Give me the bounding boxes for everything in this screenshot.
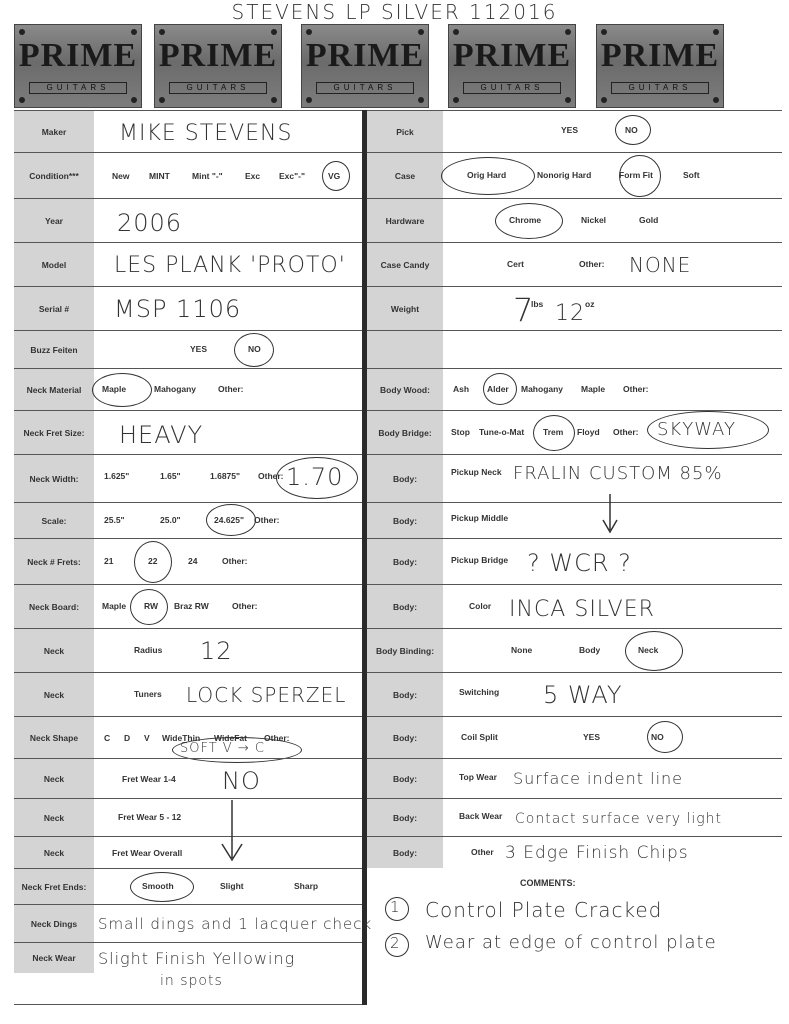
printed-option: Other: bbox=[579, 259, 605, 269]
printed-option: Tuners bbox=[134, 689, 162, 699]
field-label: Body: bbox=[367, 759, 443, 798]
printed-option: WideThin bbox=[162, 733, 201, 743]
selection-circle bbox=[130, 872, 194, 902]
printed-option: lbs bbox=[531, 299, 544, 309]
neck-material-row bbox=[14, 368, 362, 410]
case-row bbox=[367, 152, 782, 198]
printed-option: Other: bbox=[218, 384, 244, 394]
neck-radius-row bbox=[14, 628, 362, 672]
printed-option: Exc bbox=[245, 171, 261, 181]
printed-option: RW bbox=[144, 601, 159, 611]
printed-option: Back Wear bbox=[459, 811, 503, 821]
handwritten-value: SKYWAY bbox=[657, 419, 736, 440]
field-label: Neck Board: bbox=[14, 585, 94, 628]
field-label: Neck Width: bbox=[14, 455, 94, 502]
condition-row bbox=[14, 152, 362, 198]
selection-circle bbox=[615, 115, 651, 145]
printed-option: Pickup Middle bbox=[451, 513, 509, 523]
printed-option: Neck bbox=[638, 645, 659, 655]
coil-split-row bbox=[367, 716, 782, 758]
selection-circle bbox=[483, 373, 517, 405]
field-label: Year bbox=[14, 199, 94, 242]
printed-option: Braz RW bbox=[174, 601, 209, 611]
printed-option: Color bbox=[469, 601, 492, 611]
field-label: Weight bbox=[367, 287, 443, 330]
handwritten-value: ? WCR ? bbox=[527, 549, 632, 577]
selection-circle bbox=[619, 155, 661, 197]
handwritten-value: 2 bbox=[390, 934, 401, 952]
field-label: Neck bbox=[14, 799, 94, 836]
field-label: Body Wood: bbox=[367, 369, 443, 410]
pickup-middle-row bbox=[367, 502, 782, 538]
selection-circle bbox=[206, 504, 256, 536]
printed-option: NO bbox=[651, 732, 664, 742]
handwritten-value: Surface indent line bbox=[513, 769, 683, 788]
printed-option: 21 bbox=[104, 556, 114, 566]
field-label: Body: bbox=[367, 585, 443, 628]
pickup-bridge-row bbox=[367, 538, 782, 584]
printed-option: Other: bbox=[222, 556, 248, 566]
field-label bbox=[367, 331, 443, 368]
case-candy-row bbox=[367, 242, 782, 286]
handwritten-value: 7 bbox=[513, 291, 535, 329]
maker-row bbox=[14, 110, 362, 152]
printed-option: Maple bbox=[102, 601, 127, 611]
printed-option: New bbox=[112, 171, 130, 181]
printed-option: 22 bbox=[148, 556, 158, 566]
field-label: Body: bbox=[367, 837, 443, 868]
field-label: Scale: bbox=[14, 503, 94, 538]
printed-option: Floyd bbox=[577, 427, 600, 437]
handwritten-value: 3 Edge Finish Chips bbox=[505, 843, 689, 863]
printed-option: Alder bbox=[487, 384, 509, 394]
selection-circle bbox=[130, 589, 168, 625]
printed-option: Other bbox=[471, 847, 494, 857]
printed-option: YES bbox=[190, 344, 208, 354]
printed-option: 24 bbox=[188, 556, 198, 566]
printed-option: Tune-o-Mat bbox=[479, 427, 525, 437]
printed-option: Nickel bbox=[581, 215, 607, 225]
body-binding-row bbox=[367, 628, 782, 672]
buzz-feiten-row bbox=[14, 330, 362, 368]
year-row bbox=[14, 198, 362, 242]
neck-tuners-row bbox=[14, 672, 362, 716]
printed-option: Sharp bbox=[294, 881, 319, 891]
selection-circle bbox=[647, 721, 683, 753]
printed-option: Exc"-" bbox=[279, 171, 306, 181]
handwritten-value: HEAVY bbox=[119, 421, 204, 449]
handwritten-value: in spots bbox=[160, 973, 223, 989]
field-label: Body Binding: bbox=[367, 629, 443, 672]
printed-option: VG bbox=[328, 171, 341, 181]
handwritten-value: INCA SILVER bbox=[509, 597, 655, 622]
printed-option: Mahogany bbox=[521, 384, 564, 394]
handwritten-value: Small dings and 1 lacquer check bbox=[98, 915, 373, 933]
printed-option: Switching bbox=[459, 687, 500, 697]
field-label: Model bbox=[14, 243, 94, 286]
prime-guitars-logo: PRIME GUITARS bbox=[14, 24, 142, 108]
serial-row bbox=[14, 286, 362, 330]
page-title: STEVENS LP SILVER 112016 bbox=[231, 0, 558, 24]
field-label: Neck Shape bbox=[14, 717, 94, 758]
color-row bbox=[367, 584, 782, 628]
field-label: Body: bbox=[367, 539, 443, 584]
field-label: Body: bbox=[367, 673, 443, 716]
printed-option: 1.6875" bbox=[210, 471, 241, 481]
printed-option: Maple bbox=[102, 384, 127, 394]
printed-option: Fret Wear Overall bbox=[112, 848, 183, 858]
selection-circle bbox=[92, 373, 152, 407]
printed-option: Other: bbox=[264, 733, 290, 743]
printed-option: Maple bbox=[581, 384, 606, 394]
scale-row bbox=[14, 502, 362, 538]
selection-circle bbox=[625, 631, 683, 671]
weight-row bbox=[367, 286, 782, 330]
blank-row bbox=[367, 330, 782, 368]
neck-fret-size-row bbox=[14, 410, 362, 454]
field-label: Neck bbox=[14, 673, 94, 716]
handwritten-value: 1 bbox=[390, 898, 401, 916]
handwritten-value: 5 WAY bbox=[543, 681, 623, 709]
field-label: Body Bridge: bbox=[367, 411, 443, 454]
printed-option: YES bbox=[583, 732, 601, 742]
body-wood-row bbox=[367, 368, 782, 410]
printed-option: Radius bbox=[134, 645, 163, 655]
printed-option: Gold bbox=[639, 215, 659, 225]
switching-row bbox=[367, 672, 782, 716]
prime-guitars-logo: PRIME GUITARS bbox=[448, 24, 576, 108]
arrow-down-icon bbox=[210, 798, 250, 866]
field-label: Neck Fret Size: bbox=[14, 411, 94, 454]
printed-option: Fret Wear 1-4 bbox=[122, 774, 176, 784]
handwritten-value: FRALIN CUSTOM 85% bbox=[513, 463, 723, 484]
printed-option: Smooth bbox=[142, 881, 174, 891]
printed-option: None bbox=[511, 645, 533, 655]
printed-option: Mahogany bbox=[154, 384, 197, 394]
selection-circle bbox=[495, 203, 563, 239]
selection-circle bbox=[234, 333, 274, 367]
printed-option: Stop bbox=[451, 427, 470, 437]
arrow-down-icon bbox=[598, 492, 622, 536]
prime-guitars-logo: PRIME GUITARS bbox=[154, 24, 282, 108]
neck-frets-row bbox=[14, 538, 362, 584]
comments-label: COMMENTS: bbox=[520, 878, 576, 888]
field-label: Maker bbox=[14, 111, 94, 152]
condition-circle bbox=[322, 161, 350, 191]
printed-option: Other: bbox=[613, 427, 639, 437]
field-label: Body: bbox=[367, 503, 443, 538]
field-label: Neck bbox=[14, 837, 94, 868]
handwritten-value: LES PLANK 'PROTO' bbox=[114, 253, 346, 278]
field-label: Serial # bbox=[14, 287, 94, 330]
printed-option: YES bbox=[561, 125, 579, 135]
prime-guitars-logo: PRIME GUITARS bbox=[596, 24, 724, 108]
printed-option: Pickup Neck bbox=[451, 467, 502, 477]
fret-wear-overall-row bbox=[14, 836, 362, 868]
handwritten-value: 2006 bbox=[117, 209, 183, 237]
handwritten-value: NONE bbox=[629, 253, 692, 277]
hardware-row bbox=[367, 198, 782, 242]
handwritten-value: 12 bbox=[555, 301, 585, 326]
printed-option: NO bbox=[248, 344, 261, 354]
printed-option: Slight bbox=[220, 881, 244, 891]
handwritten-value: LOCK SPERZEL bbox=[186, 683, 347, 707]
handwritten-value: MSP 1106 bbox=[114, 295, 242, 323]
model-row bbox=[14, 242, 362, 286]
handwritten-value: Slight Finish Yellowing bbox=[98, 949, 296, 968]
neck-shape-row bbox=[14, 716, 362, 758]
printed-option: Orig Hard bbox=[467, 170, 507, 180]
selection-circle bbox=[276, 457, 358, 499]
field-label: Neck Material bbox=[14, 369, 94, 410]
printed-option: 1.65" bbox=[160, 471, 181, 481]
printed-option: 25.0" bbox=[160, 515, 181, 525]
field-label: Pick bbox=[367, 111, 443, 152]
field-label: Neck # Frets: bbox=[14, 539, 94, 584]
printed-option: Other: bbox=[232, 601, 258, 611]
printed-option: 24.625" bbox=[214, 515, 245, 525]
printed-option: V bbox=[144, 733, 150, 743]
field-label: Condition*** bbox=[14, 153, 94, 198]
printed-option: 25.5" bbox=[104, 515, 125, 525]
handwritten-value: NO bbox=[222, 767, 261, 795]
selection-circle bbox=[134, 541, 172, 583]
back-wear-row bbox=[367, 798, 782, 836]
field-label: Buzz Feiten bbox=[14, 331, 94, 368]
maker-value: MIKE STEVENS bbox=[119, 121, 293, 146]
printed-option: NO bbox=[625, 125, 638, 135]
pick-row bbox=[367, 110, 782, 152]
printed-option: D bbox=[124, 733, 131, 743]
printed-option: Coil Split bbox=[461, 732, 498, 742]
field-label: Body: bbox=[367, 455, 443, 502]
field-label: Body: bbox=[367, 799, 443, 836]
handwritten-value: Contact surface very light bbox=[515, 811, 723, 827]
printed-option: Other: bbox=[258, 471, 284, 481]
printed-option: oz bbox=[585, 299, 595, 309]
handwritten-value: Wear at edge of control plate bbox=[425, 932, 717, 953]
printed-option: Form Fit bbox=[619, 170, 653, 180]
field-label: Case bbox=[367, 153, 443, 198]
printed-option: Mint "-" bbox=[192, 171, 223, 181]
pickup-neck-row bbox=[367, 454, 782, 502]
printed-option: Chrome bbox=[509, 215, 542, 225]
handwritten-value: Control Plate Cracked bbox=[425, 898, 663, 922]
printed-option: Cert bbox=[507, 259, 525, 269]
printed-option: Ash bbox=[453, 384, 470, 394]
printed-option: Body bbox=[579, 645, 601, 655]
neck-wear-row bbox=[14, 942, 362, 1004]
fret-wear-1-4-row bbox=[14, 758, 362, 798]
neck-board-row bbox=[14, 584, 362, 628]
fret-wear-5-12-row bbox=[14, 798, 362, 836]
top-wear-row bbox=[367, 758, 782, 798]
field-label: Neck bbox=[14, 759, 94, 798]
handwritten-value: SOFT V → C bbox=[180, 741, 265, 756]
printed-option: Fret Wear 5 - 12 bbox=[118, 812, 182, 822]
printed-option: Other: bbox=[623, 384, 649, 394]
field-label: Neck bbox=[14, 629, 94, 672]
body-bridge-row bbox=[367, 410, 782, 454]
fret-ends-row bbox=[14, 868, 362, 904]
printed-option: Pickup Bridge bbox=[451, 555, 509, 565]
printed-option: Top Wear bbox=[459, 772, 497, 782]
printed-option: Other: bbox=[254, 515, 280, 525]
printed-option: 1.625" bbox=[104, 471, 130, 481]
printed-option: Nonorig Hard bbox=[537, 170, 592, 180]
printed-option: WideFat bbox=[214, 733, 247, 743]
handwritten-value: 12 bbox=[200, 637, 233, 665]
printed-option: MINT bbox=[149, 171, 170, 181]
selection-circle bbox=[533, 415, 575, 451]
field-label: Neck Fret Ends: bbox=[14, 869, 94, 904]
selection-circle bbox=[441, 157, 535, 195]
prime-guitars-logo: PRIME GUITARS bbox=[301, 24, 429, 108]
printed-option: Trem bbox=[543, 427, 564, 437]
selection-circle bbox=[647, 411, 769, 449]
neck-dings-row bbox=[14, 904, 373, 942]
field-label: Hardware bbox=[367, 199, 443, 242]
field-label: Case Candy bbox=[367, 243, 443, 286]
printed-option: C bbox=[104, 733, 111, 743]
field-label: Neck Wear bbox=[14, 943, 94, 973]
other-row bbox=[367, 836, 782, 868]
neck-width-row bbox=[14, 454, 362, 502]
handwritten-value: 1.70 bbox=[286, 463, 344, 491]
printed-option: Soft bbox=[683, 170, 700, 180]
field-label: Neck Dings bbox=[14, 905, 94, 942]
field-label: Body: bbox=[367, 717, 443, 758]
